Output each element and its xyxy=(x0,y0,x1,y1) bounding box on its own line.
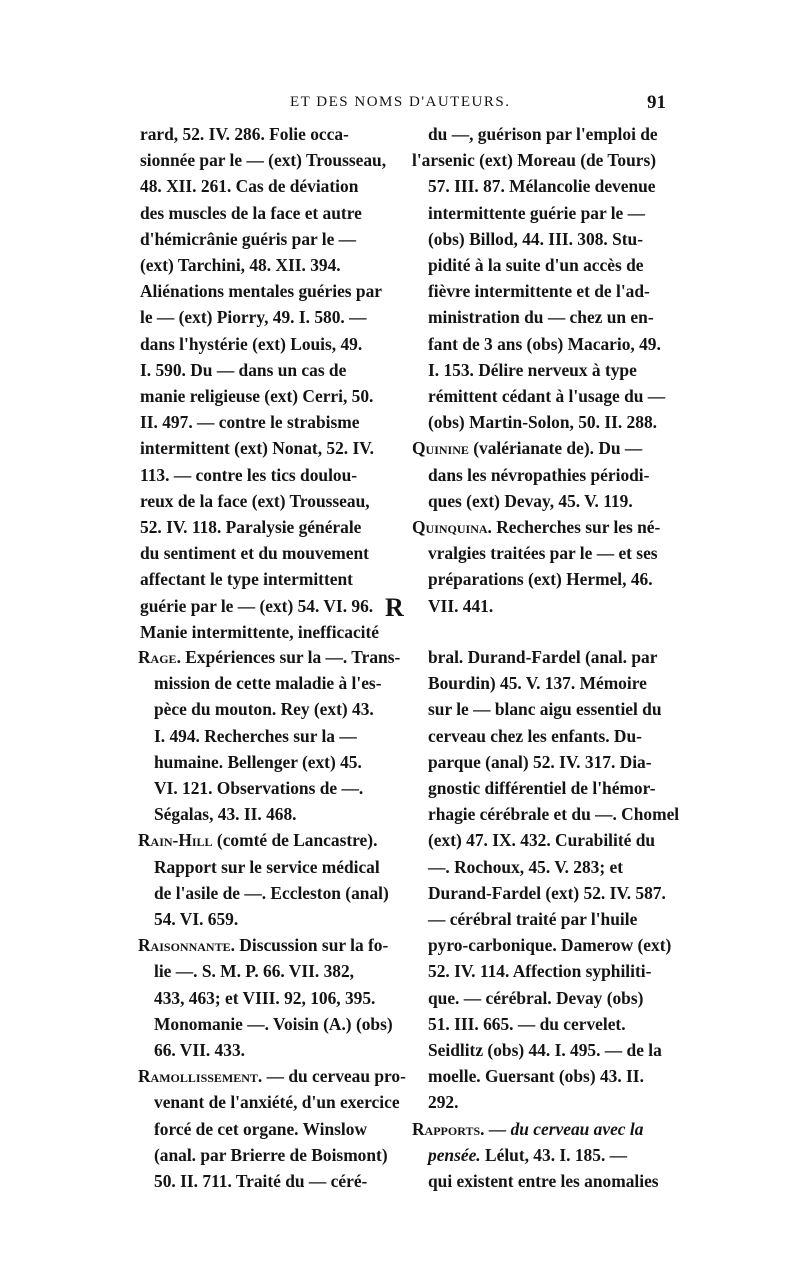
text-line: bral. Durand-Fardel (anal. par xyxy=(428,647,658,667)
text-line: que. — cérébral. Devay (obs) xyxy=(428,987,644,1008)
text-line: — du cerveau pro- xyxy=(266,1066,406,1087)
text-line: Manie intermittente, inefficacité xyxy=(140,621,380,642)
text-line: parque (anal) 52. IV. 317. Dia- xyxy=(428,751,652,772)
text-line: Aliénations mentales guéries par xyxy=(140,281,382,302)
column-top-right xyxy=(412,121,682,619)
text-line: — du cerveau avec la xyxy=(488,1118,644,1139)
column-top-left xyxy=(140,121,400,645)
text-line: du —, guérison par l'emploi de xyxy=(428,124,658,144)
text-line: venant de l'anxiété, d'un exercice xyxy=(154,1092,400,1113)
entry-head: Rain-Hill xyxy=(138,830,213,851)
index-entry-quinine xyxy=(412,435,682,461)
index-entry-rain-hill xyxy=(138,827,403,853)
text-line: affectant le type intermittent xyxy=(140,569,353,590)
text-line: rémittent cédant à l'usage du — xyxy=(428,386,666,407)
text-line: VI. 121. Observations de —. xyxy=(154,778,364,799)
text-line: des muscles de la face et autre xyxy=(140,202,362,223)
text-line: rard, 52. IV. 286. Folie occa- xyxy=(140,124,349,144)
text-line: Monomanie —. Voisin (A.) (obs) xyxy=(154,1013,393,1034)
text-line: d'hémicrânie guéris par le — xyxy=(140,228,357,249)
text-line: (valérianate de). Du — xyxy=(473,438,643,459)
text-line: 51. III. 665. — du cervelet. xyxy=(428,1013,626,1034)
entry-head: Ramollissement. xyxy=(138,1066,263,1087)
index-entry-rage xyxy=(138,644,403,670)
text-line: le — (ext) Piorry, 49. I. 580. — xyxy=(140,307,367,328)
text-line: dans l'hystérie (ext) Louis, 49. xyxy=(140,333,363,354)
text-line: Lélut, 43. I. 185. — xyxy=(485,1144,628,1165)
text-line: 54. VI. 659. xyxy=(154,909,239,930)
text-line: forcé de cet organe. Winslow xyxy=(154,1118,368,1139)
text-line: cerveau chez les enfants. Du- xyxy=(428,725,642,746)
text-line: 52. IV. 114. Affection syphiliti- xyxy=(428,961,652,982)
index-entry-rapports xyxy=(412,1116,682,1142)
text-line: (obs) Billod, 44. III. 308. Stu- xyxy=(428,228,644,249)
text-line: rhagie cérébrale et du —. Chomel xyxy=(428,804,680,825)
text-line: Bourdin) 45. V. 137. Mémoire xyxy=(428,673,647,694)
text-line: ministration du — chez un en- xyxy=(428,307,654,328)
text-line: lie —. S. M. P. 66. VII. 382, xyxy=(154,961,355,982)
text-line: I. 153. Délire nerveux à type xyxy=(428,359,637,380)
text-line: 48. XII. 261. Cas de déviation xyxy=(140,176,359,197)
entry-head: Quinine xyxy=(412,438,469,459)
text-line: 433, 463; et VIII. 92, 106, 395. xyxy=(154,987,376,1008)
text-line: fant de 3 ans (obs) Macario, 49. xyxy=(428,333,661,354)
index-entry-quinquina xyxy=(412,514,682,540)
text-line: VII. 441. xyxy=(428,595,494,616)
text-line: ques (ext) Devay, 45. V. 119. xyxy=(428,490,633,511)
text-line: dans les névropathies périodi- xyxy=(428,464,650,485)
text-line: intermittent (ext) Nonat, 52. IV. xyxy=(140,438,374,459)
text-line: pidité à la suite d'un accès de xyxy=(428,255,644,276)
entry-head: Quinquina. xyxy=(412,517,492,538)
entry-head: Rage. xyxy=(138,647,181,667)
text-line: vralgies traitées par le — et ses xyxy=(428,543,658,564)
text-line: reux de la face (ext) Trousseau, xyxy=(140,490,370,511)
text-line: guérie par le — (ext) 54. VI. 96. xyxy=(140,595,374,616)
text-line: 50. II. 711. Traité du — céré- xyxy=(154,1171,368,1192)
index-entry-ramollissement xyxy=(138,1063,406,1089)
text-line xyxy=(412,1142,682,1168)
text-line: sionnée par le — (ext) Trousseau, xyxy=(140,150,387,171)
text-line: Ségalas, 43. II. 468. xyxy=(154,804,297,825)
text-line: 113. — contre les tics doulou- xyxy=(140,464,358,485)
text-line: gnostic différentiel de l'hémor- xyxy=(428,778,656,799)
column-bottom-right xyxy=(412,644,682,1194)
text-line: l'arsenic (ext) Moreau (de Tours) xyxy=(412,150,657,171)
text-line: de l'asile de —. Eccleston (anal) xyxy=(154,882,389,903)
text-line: I. 590. Du — dans un cas de xyxy=(140,359,347,380)
text-line: moelle. Guersant (obs) 43. II. xyxy=(428,1066,644,1087)
text-line: Recherches sur les né- xyxy=(496,517,661,538)
text-line: Rapport sur le service médical xyxy=(154,856,380,877)
text-line: 52. IV. 118. Paralysie générale xyxy=(140,517,362,538)
text-line: (comté de Lancastre). xyxy=(216,830,378,851)
text-line: sur le — blanc aigu essentiel du xyxy=(428,699,662,720)
text-line: préparations (ext) Hermel, 46. xyxy=(428,569,653,590)
text-line: (ext) 47. IX. 432. Curabilité du xyxy=(428,830,656,851)
text-line: Durand-Fardel (ext) 52. IV. 587. xyxy=(428,882,666,903)
entry-head: Raisonnante. xyxy=(138,935,235,956)
text-line: mission de cette maladie à l'es- xyxy=(154,673,382,694)
text-line: —. Rochoux, 45. V. 283; et xyxy=(428,856,624,877)
entry-head: Rapports. xyxy=(412,1118,485,1139)
text-line: — cérébral traité par l'huile xyxy=(428,909,638,930)
text-line: 57. III. 87. Mélancolie devenue xyxy=(428,176,656,197)
index-entry-raisonnante xyxy=(138,932,403,958)
text-line: qui existent entre les anomalies xyxy=(428,1171,659,1192)
text-line: 66. VII. 433. xyxy=(154,1040,245,1061)
text-line: pèce du mouton. Rey (ext) 43. xyxy=(154,699,374,720)
text-line: 292. xyxy=(428,1092,459,1113)
text-line: humaine. Bellenger (ext) 45. xyxy=(154,751,362,772)
text-line: fièvre intermittente et de l'ad- xyxy=(428,281,650,302)
text-line: (obs) Martin-Solon, 50. II. 288. xyxy=(428,412,657,433)
text-line: manie religieuse (ext) Cerri, 50. xyxy=(140,386,374,407)
column-bottom-left xyxy=(138,644,406,1194)
text-line: I. 494. Recherches sur la — xyxy=(154,725,357,746)
section-letter: R xyxy=(385,593,404,622)
text-line: Seidlitz (obs) 44. I. 495. — de la xyxy=(428,1040,662,1061)
text-line: Discussion sur la fo- xyxy=(239,935,389,956)
text-line: (ext) Tarchini, 48. XII. 394. xyxy=(140,255,341,276)
text-line: (anal. par Brierre de Boismont) xyxy=(154,1144,388,1165)
italic-text: pensée. xyxy=(428,1144,481,1165)
text-line: intermittente guérie par le — xyxy=(428,202,645,223)
running-head: ET DES NOMS D'AUTEURS. xyxy=(290,94,511,110)
text-line: Expériences sur la —. Trans- xyxy=(185,647,401,667)
page-number: 91 xyxy=(647,92,666,113)
text-line: du sentiment et du mouvement xyxy=(140,543,369,564)
text-line: II. 497. — contre le strabisme xyxy=(140,412,360,433)
text-line: pyro-carbonique. Damerow (ext) xyxy=(428,935,672,956)
